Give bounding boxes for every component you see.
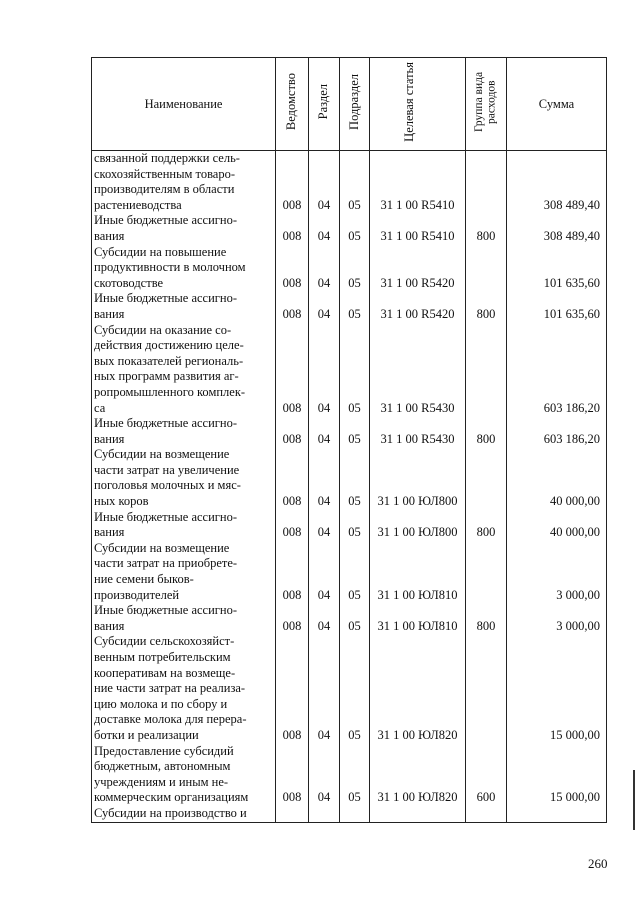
row-razdel: 04 bbox=[309, 323, 340, 417]
row-summa: 101 635,60 bbox=[507, 291, 607, 322]
row-name-line: венным потребительским bbox=[94, 650, 231, 664]
row-podrazdel: 05 bbox=[340, 323, 370, 417]
table-row bbox=[92, 151, 607, 214]
row-razdel: 04 bbox=[309, 541, 340, 603]
row-gruppa: 800 bbox=[466, 291, 507, 322]
row-name bbox=[92, 603, 276, 634]
row-summa bbox=[507, 806, 607, 822]
row-razdel: 04 bbox=[309, 447, 340, 509]
row-name bbox=[92, 213, 276, 244]
row-vedomstvo: 008 bbox=[276, 510, 309, 541]
row-name-line: доставке молока для перера- bbox=[94, 712, 247, 727]
row-vedomstvo: 008 bbox=[276, 603, 309, 634]
table-header-row bbox=[92, 58, 607, 151]
row-name-line: действия достижению целе- bbox=[94, 338, 244, 353]
row-razdel bbox=[309, 806, 340, 822]
row-summa: 101 635,60 bbox=[507, 245, 607, 292]
row-vedomstvo: 008 bbox=[276, 245, 309, 292]
row-name-line: скохозяйственным товаро- bbox=[94, 166, 236, 181]
row-name-line: Субсидии на оказание со- bbox=[94, 322, 232, 337]
row-summa: 308 489,40 bbox=[507, 213, 607, 244]
row-name-line: цию молока и по сбору и bbox=[94, 696, 228, 711]
row-summa: 40 000,00 bbox=[507, 447, 607, 509]
row-name-line: Субсидии на возмещение bbox=[94, 540, 230, 555]
header-podrazdel: Подраздел bbox=[340, 58, 370, 151]
row-statya: 31 1 00 ЮЛ820 bbox=[370, 634, 466, 743]
row-name-line: ние семени быков- bbox=[94, 572, 194, 587]
table-row bbox=[92, 291, 607, 322]
row-gruppa bbox=[466, 151, 507, 214]
row-name-line: учреждениям и иным не- bbox=[94, 774, 229, 789]
row-statya: 31 1 00 R5420 bbox=[370, 245, 466, 292]
row-name-line: производителей bbox=[94, 587, 180, 602]
row-name bbox=[92, 323, 276, 417]
row-podrazdel: 05 bbox=[340, 447, 370, 509]
row-razdel: 04 bbox=[309, 291, 340, 322]
row-summa: 15 000,00 bbox=[507, 744, 607, 806]
table-row bbox=[92, 245, 607, 292]
row-name-line: ропромышленного комплек- bbox=[94, 384, 246, 399]
row-gruppa: 800 bbox=[466, 603, 507, 634]
row-name-line: бюджетным, автономным bbox=[94, 759, 231, 774]
row-razdel: 04 bbox=[309, 213, 340, 244]
row-name bbox=[92, 634, 276, 743]
table-row bbox=[92, 416, 607, 447]
row-name-line: поголовья молочных и мяс- bbox=[94, 478, 241, 493]
row-statya: 31 1 00 R5430 bbox=[370, 323, 466, 417]
row-name bbox=[92, 541, 276, 603]
row-podrazdel: 05 bbox=[340, 291, 370, 322]
row-name bbox=[92, 151, 276, 214]
row-vedomstvo: 008 bbox=[276, 447, 309, 509]
row-vedomstvo: 008 bbox=[276, 634, 309, 743]
row-name-line: коммерческим организациям bbox=[94, 790, 249, 805]
row-name-line: связанной поддержки сель- bbox=[94, 151, 240, 165]
row-name-line: Иные бюджетные ассигно- bbox=[94, 603, 238, 618]
row-statya bbox=[370, 806, 466, 822]
row-statya: 31 1 00 ЮЛ800 bbox=[370, 447, 466, 509]
row-podrazdel: 05 bbox=[340, 245, 370, 292]
row-name-line: Иные бюджетные ассигно- bbox=[94, 291, 238, 306]
row-name-line: ных коров bbox=[94, 494, 149, 509]
row-gruppa: 800 bbox=[466, 213, 507, 244]
row-name-line: Иные бюджетные ассигно- bbox=[94, 509, 238, 524]
row-podrazdel: 05 bbox=[340, 541, 370, 603]
row-name-line: растениеводства bbox=[94, 197, 182, 212]
row-name-line: кооперативам на возмеще- bbox=[94, 665, 236, 680]
row-razdel: 04 bbox=[309, 603, 340, 634]
row-razdel: 04 bbox=[309, 744, 340, 806]
row-name-line: Субсидии сельскохозяйст- bbox=[94, 634, 235, 649]
row-vedomstvo bbox=[276, 806, 309, 822]
row-name-line: производителям в области bbox=[94, 182, 235, 197]
row-vedomstvo: 008 bbox=[276, 151, 309, 214]
row-name bbox=[92, 447, 276, 509]
row-name bbox=[92, 806, 276, 822]
row-razdel: 04 bbox=[309, 634, 340, 743]
row-summa: 308 489,40 bbox=[507, 151, 607, 214]
table-row bbox=[92, 603, 607, 634]
row-summa: 603 186,20 bbox=[507, 416, 607, 447]
row-gruppa: 600 bbox=[466, 744, 507, 806]
row-name bbox=[92, 744, 276, 806]
row-name-line: вания bbox=[94, 228, 125, 243]
row-name bbox=[92, 291, 276, 322]
row-vedomstvo: 008 bbox=[276, 291, 309, 322]
row-summa: 15 000,00 bbox=[507, 634, 607, 743]
row-podrazdel: 05 bbox=[340, 151, 370, 214]
row-vedomstvo: 008 bbox=[276, 541, 309, 603]
table-row bbox=[92, 447, 607, 509]
scan-edge-mark bbox=[633, 770, 635, 830]
row-summa: 603 186,20 bbox=[507, 323, 607, 417]
table-row bbox=[92, 213, 607, 244]
row-vedomstvo: 008 bbox=[276, 416, 309, 447]
row-statya: 31 1 00 R5410 bbox=[370, 213, 466, 244]
row-name-line: продуктивности в молочном bbox=[94, 260, 246, 275]
header-gruppa: Группа вида расходов bbox=[466, 58, 507, 151]
row-name-line: Иные бюджетные ассигно- bbox=[94, 416, 238, 431]
row-name-line: вания bbox=[94, 306, 125, 321]
row-name-line: Иные бюджетные ассигно- bbox=[94, 213, 238, 228]
row-vedomstvo: 008 bbox=[276, 323, 309, 417]
row-name-line: вания bbox=[94, 525, 125, 540]
row-name bbox=[92, 416, 276, 447]
row-gruppa bbox=[466, 323, 507, 417]
row-name-line: Предоставление субсидий bbox=[94, 743, 234, 758]
row-vedomstvo: 008 bbox=[276, 213, 309, 244]
row-name-line: са bbox=[94, 400, 106, 415]
row-gruppa bbox=[466, 806, 507, 822]
row-statya: 31 1 00 ЮЛ810 bbox=[370, 541, 466, 603]
row-name bbox=[92, 245, 276, 292]
row-name-line: Субсидии на возмещение bbox=[94, 447, 230, 462]
table-row bbox=[92, 510, 607, 541]
row-podrazdel: 05 bbox=[340, 744, 370, 806]
page-number: 260 bbox=[588, 856, 608, 871]
row-name-line: вых показателей региональ- bbox=[94, 353, 244, 368]
row-statya: 31 1 00 R5420 bbox=[370, 291, 466, 322]
row-statya: 31 1 00 R5430 bbox=[370, 416, 466, 447]
row-podrazdel: 05 bbox=[340, 213, 370, 244]
row-podrazdel: 05 bbox=[340, 603, 370, 634]
table-row bbox=[92, 744, 607, 806]
row-razdel: 04 bbox=[309, 510, 340, 541]
row-name-line: ние части затрат на реализа- bbox=[94, 681, 246, 696]
row-name-line: Субсидии на производство и bbox=[94, 805, 247, 820]
row-name-line: вания bbox=[94, 618, 125, 633]
row-name-line: ботки и реализации bbox=[94, 727, 199, 742]
header-razdel: Раздел bbox=[309, 58, 340, 151]
header-name: Наименование bbox=[92, 58, 276, 151]
budget-table bbox=[91, 57, 607, 823]
row-gruppa: 800 bbox=[466, 416, 507, 447]
row-name-line: Субсидии на повышение bbox=[94, 244, 227, 259]
row-gruppa bbox=[466, 541, 507, 603]
table-row bbox=[92, 323, 607, 417]
row-razdel: 04 bbox=[309, 416, 340, 447]
row-vedomstvo: 008 bbox=[276, 744, 309, 806]
row-podrazdel: 05 bbox=[340, 634, 370, 743]
table-row bbox=[92, 806, 607, 822]
row-summa: 3 000,00 bbox=[507, 603, 607, 634]
row-name-line: скотоводстве bbox=[94, 275, 164, 290]
row-statya: 31 1 00 ЮЛ800 bbox=[370, 510, 466, 541]
row-gruppa: 800 bbox=[466, 510, 507, 541]
header-vedomstvo: Ведомство bbox=[276, 58, 309, 151]
table-row bbox=[92, 541, 607, 603]
row-podrazdel: 05 bbox=[340, 510, 370, 541]
row-podrazdel bbox=[340, 806, 370, 822]
row-name-line: вания bbox=[94, 431, 125, 446]
row-podrazdel: 05 bbox=[340, 416, 370, 447]
row-name-line: части затрат на увеличение bbox=[94, 462, 240, 477]
row-gruppa bbox=[466, 245, 507, 292]
row-name-line: ных программ развития аг- bbox=[94, 369, 239, 384]
row-statya: 31 1 00 ЮЛ810 bbox=[370, 603, 466, 634]
header-summa: Сумма bbox=[507, 58, 607, 151]
row-razdel: 04 bbox=[309, 151, 340, 214]
row-gruppa bbox=[466, 634, 507, 743]
row-razdel: 04 bbox=[309, 245, 340, 292]
header-statya: Целевая статья bbox=[370, 58, 466, 151]
row-name-line: части затрат на приобрете- bbox=[94, 556, 238, 571]
row-summa: 40 000,00 bbox=[507, 510, 607, 541]
row-statya: 31 1 00 R5410 bbox=[370, 151, 466, 214]
row-statya: 31 1 00 ЮЛ820 bbox=[370, 744, 466, 806]
row-name bbox=[92, 510, 276, 541]
table-row bbox=[92, 634, 607, 743]
row-summa: 3 000,00 bbox=[507, 541, 607, 603]
row-gruppa bbox=[466, 447, 507, 509]
